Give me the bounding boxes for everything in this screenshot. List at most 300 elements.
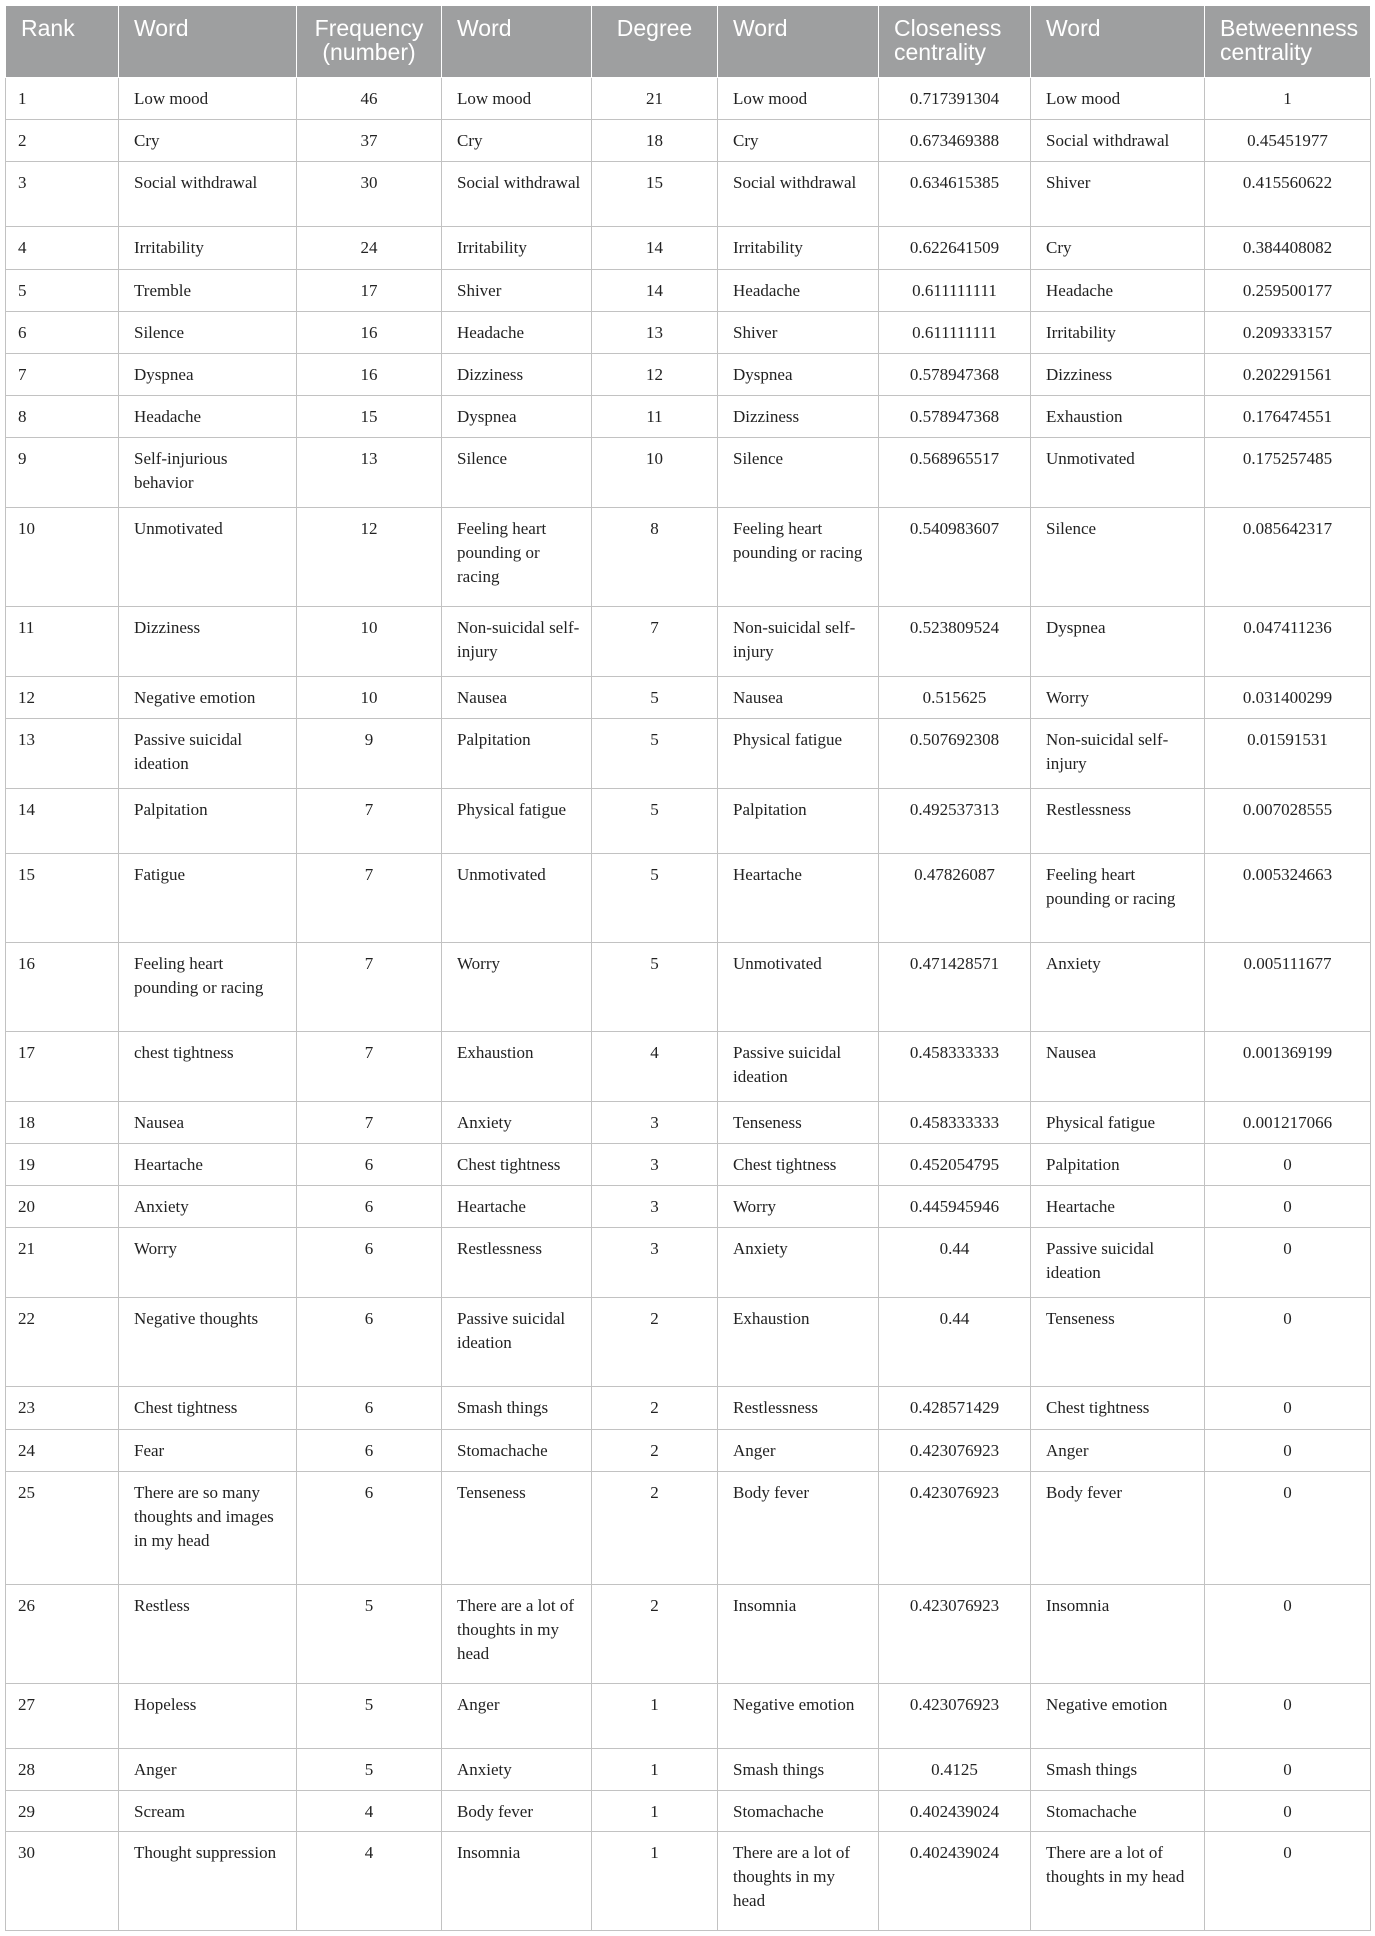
cell-frequency: 7 bbox=[297, 788, 442, 853]
cell-closeness: 0.492537313 bbox=[879, 788, 1031, 853]
cell-rank: 1 bbox=[6, 78, 119, 120]
cell-word-betweenness: Irritability bbox=[1031, 311, 1205, 353]
cell-betweenness: 0.007028555 bbox=[1205, 788, 1371, 853]
cell-betweenness: 0.085642317 bbox=[1205, 508, 1371, 607]
cell-word-closeness: Tenseness bbox=[718, 1101, 879, 1143]
centrality-table bbox=[5, 5, 1371, 1931]
cell-word-frequency: There are so many thoughts and images in my head bbox=[119, 1471, 297, 1584]
cell-rank: 10 bbox=[6, 508, 119, 607]
cell-word-degree: Unmotivated bbox=[442, 853, 592, 942]
cell-word-degree: Anger bbox=[442, 1683, 592, 1748]
cell-word-frequency: Negative thoughts bbox=[119, 1298, 297, 1387]
cell-word-degree: Stomachache bbox=[442, 1429, 592, 1471]
cell-closeness: 0.515625 bbox=[879, 676, 1031, 718]
table-row bbox=[6, 942, 1371, 1031]
cell-degree: 1 bbox=[592, 1831, 718, 1930]
cell-rank: 30 bbox=[6, 1831, 119, 1930]
cell-word-frequency: Fear bbox=[119, 1429, 297, 1471]
cell-word-degree: Low mood bbox=[442, 78, 592, 120]
header-word-degree: Word bbox=[442, 6, 592, 78]
cell-word-frequency: Anxiety bbox=[119, 1186, 297, 1228]
cell-word-betweenness: Physical fatigue bbox=[1031, 1101, 1205, 1143]
cell-frequency: 6 bbox=[297, 1186, 442, 1228]
cell-word-degree: Feeling heart pounding or racing bbox=[442, 508, 592, 607]
cell-word-frequency: Passive suicidal ideation bbox=[119, 718, 297, 788]
cell-degree: 7 bbox=[592, 606, 718, 676]
cell-closeness: 0.445945946 bbox=[879, 1186, 1031, 1228]
cell-betweenness: 0.005111677 bbox=[1205, 942, 1371, 1031]
table-body bbox=[6, 78, 1371, 1931]
cell-word-frequency: Negative emotion bbox=[119, 676, 297, 718]
cell-frequency: 5 bbox=[297, 1748, 442, 1790]
cell-closeness: 0.402439024 bbox=[879, 1831, 1031, 1930]
cell-frequency: 6 bbox=[297, 1298, 442, 1387]
cell-rank: 13 bbox=[6, 718, 119, 788]
table-row bbox=[6, 120, 1371, 162]
cell-word-betweenness: Negative emotion bbox=[1031, 1683, 1205, 1748]
cell-word-betweenness: Silence bbox=[1031, 508, 1205, 607]
cell-word-frequency: Cry bbox=[119, 120, 297, 162]
header-betweenness: Betweenness centrality bbox=[1205, 6, 1371, 78]
cell-betweenness: 1 bbox=[1205, 78, 1371, 120]
cell-closeness: 0.47826087 bbox=[879, 853, 1031, 942]
cell-word-closeness: Worry bbox=[718, 1186, 879, 1228]
cell-word-degree: Headache bbox=[442, 311, 592, 353]
cell-rank: 6 bbox=[6, 311, 119, 353]
cell-word-frequency: Headache bbox=[119, 395, 297, 437]
cell-rank: 20 bbox=[6, 1186, 119, 1228]
cell-word-betweenness: Insomnia bbox=[1031, 1584, 1205, 1683]
cell-frequency: 24 bbox=[297, 227, 442, 269]
cell-word-betweenness: Body fever bbox=[1031, 1471, 1205, 1584]
cell-closeness: 0.568965517 bbox=[879, 438, 1031, 508]
cell-frequency: 16 bbox=[297, 311, 442, 353]
cell-word-frequency: Feeling heart pounding or racing bbox=[119, 942, 297, 1031]
cell-betweenness: 0 bbox=[1205, 1186, 1371, 1228]
cell-betweenness: 0 bbox=[1205, 1584, 1371, 1683]
cell-betweenness: 0 bbox=[1205, 1228, 1371, 1298]
cell-degree: 4 bbox=[592, 1032, 718, 1102]
cell-word-frequency: chest tightness bbox=[119, 1032, 297, 1102]
cell-word-frequency: Self-injurious behavior bbox=[119, 438, 297, 508]
cell-rank: 2 bbox=[6, 120, 119, 162]
cell-rank: 23 bbox=[6, 1387, 119, 1429]
cell-word-frequency: Heartache bbox=[119, 1144, 297, 1186]
cell-word-betweenness: Low mood bbox=[1031, 78, 1205, 120]
cell-betweenness: 0.01591531 bbox=[1205, 718, 1371, 788]
cell-word-closeness: There are a lot of thoughts in my head bbox=[718, 1831, 879, 1930]
cell-word-closeness: Body fever bbox=[718, 1471, 879, 1584]
cell-word-closeness: Palpitation bbox=[718, 788, 879, 853]
cell-closeness: 0.4125 bbox=[879, 1748, 1031, 1790]
cell-word-betweenness: Nausea bbox=[1031, 1032, 1205, 1102]
cell-word-degree: Palpitation bbox=[442, 718, 592, 788]
table-row bbox=[6, 227, 1371, 269]
cell-closeness: 0.540983607 bbox=[879, 508, 1031, 607]
cell-word-frequency: Chest tightness bbox=[119, 1387, 297, 1429]
cell-word-degree: Insomnia bbox=[442, 1831, 592, 1930]
cell-frequency: 13 bbox=[297, 438, 442, 508]
cell-betweenness: 0 bbox=[1205, 1429, 1371, 1471]
cell-word-betweenness: Tenseness bbox=[1031, 1298, 1205, 1387]
header-word-betweenness: Word bbox=[1031, 6, 1205, 78]
cell-frequency: 5 bbox=[297, 1584, 442, 1683]
cell-frequency: 7 bbox=[297, 942, 442, 1031]
cell-word-closeness: Dyspnea bbox=[718, 353, 879, 395]
cell-word-frequency: Worry bbox=[119, 1228, 297, 1298]
cell-word-closeness: Negative emotion bbox=[718, 1683, 879, 1748]
cell-word-closeness: Social withdrawal bbox=[718, 162, 879, 227]
cell-word-betweenness: Feeling heart pounding or racing bbox=[1031, 853, 1205, 942]
cell-degree: 5 bbox=[592, 788, 718, 853]
cell-degree: 5 bbox=[592, 853, 718, 942]
cell-word-betweenness: Smash things bbox=[1031, 1748, 1205, 1790]
cell-word-degree: Smash things bbox=[442, 1387, 592, 1429]
table-row bbox=[6, 162, 1371, 227]
header-closeness: Closeness centrality bbox=[879, 6, 1031, 78]
cell-word-closeness: Smash things bbox=[718, 1748, 879, 1790]
cell-degree: 12 bbox=[592, 353, 718, 395]
header-word-closeness: Word bbox=[718, 6, 879, 78]
cell-word-degree: Passive suicidal ideation bbox=[442, 1298, 592, 1387]
cell-word-closeness: Cry bbox=[718, 120, 879, 162]
cell-word-betweenness: Unmotivated bbox=[1031, 438, 1205, 508]
cell-word-frequency: Dyspnea bbox=[119, 353, 297, 395]
cell-betweenness: 0.047411236 bbox=[1205, 606, 1371, 676]
cell-word-betweenness: Exhaustion bbox=[1031, 395, 1205, 437]
cell-closeness: 0.423076923 bbox=[879, 1683, 1031, 1748]
cell-rank: 16 bbox=[6, 942, 119, 1031]
cell-degree: 3 bbox=[592, 1186, 718, 1228]
cell-word-closeness: Headache bbox=[718, 269, 879, 311]
cell-betweenness: 0.415560622 bbox=[1205, 162, 1371, 227]
cell-rank: 22 bbox=[6, 1298, 119, 1387]
cell-betweenness: 0.209333157 bbox=[1205, 311, 1371, 353]
cell-rank: 12 bbox=[6, 676, 119, 718]
cell-word-degree: Shiver bbox=[442, 269, 592, 311]
cell-word-closeness: Anxiety bbox=[718, 1228, 879, 1298]
table-row bbox=[6, 1186, 1371, 1228]
cell-closeness: 0.423076923 bbox=[879, 1584, 1031, 1683]
cell-word-degree: Chest tightness bbox=[442, 1144, 592, 1186]
cell-word-frequency: Scream bbox=[119, 1790, 297, 1831]
cell-rank: 7 bbox=[6, 353, 119, 395]
cell-word-degree: Dyspnea bbox=[442, 395, 592, 437]
cell-word-frequency: Dizziness bbox=[119, 606, 297, 676]
cell-frequency: 7 bbox=[297, 853, 442, 942]
cell-degree: 14 bbox=[592, 269, 718, 311]
cell-betweenness: 0 bbox=[1205, 1683, 1371, 1748]
cell-word-degree: Exhaustion bbox=[442, 1032, 592, 1102]
cell-frequency: 5 bbox=[297, 1683, 442, 1748]
cell-word-betweenness: Restlessness bbox=[1031, 788, 1205, 853]
table-row bbox=[6, 1748, 1371, 1790]
cell-word-degree: There are a lot of thoughts in my head bbox=[442, 1584, 592, 1683]
table-row bbox=[6, 1298, 1371, 1387]
cell-word-closeness: Exhaustion bbox=[718, 1298, 879, 1387]
cell-closeness: 0.428571429 bbox=[879, 1387, 1031, 1429]
table-header bbox=[6, 6, 1371, 78]
cell-closeness: 0.578947368 bbox=[879, 353, 1031, 395]
cell-word-closeness: Shiver bbox=[718, 311, 879, 353]
cell-closeness: 0.458333333 bbox=[879, 1032, 1031, 1102]
cell-rank: 29 bbox=[6, 1790, 119, 1831]
cell-word-closeness: Feeling heart pounding or racing bbox=[718, 508, 879, 607]
cell-frequency: 6 bbox=[297, 1228, 442, 1298]
cell-degree: 5 bbox=[592, 676, 718, 718]
cell-closeness: 0.423076923 bbox=[879, 1429, 1031, 1471]
cell-word-degree: Social withdrawal bbox=[442, 162, 592, 227]
table-row bbox=[6, 1429, 1371, 1471]
cell-rank: 18 bbox=[6, 1101, 119, 1143]
cell-closeness: 0.717391304 bbox=[879, 78, 1031, 120]
cell-rank: 11 bbox=[6, 606, 119, 676]
cell-word-degree: Tenseness bbox=[442, 1471, 592, 1584]
table-row bbox=[6, 718, 1371, 788]
cell-betweenness: 0 bbox=[1205, 1831, 1371, 1930]
header-rank: Rank bbox=[6, 6, 119, 78]
cell-frequency: 15 bbox=[297, 395, 442, 437]
cell-betweenness: 0.031400299 bbox=[1205, 676, 1371, 718]
cell-degree: 14 bbox=[592, 227, 718, 269]
cell-closeness: 0.673469388 bbox=[879, 120, 1031, 162]
cell-rank: 26 bbox=[6, 1584, 119, 1683]
cell-frequency: 30 bbox=[297, 162, 442, 227]
cell-frequency: 37 bbox=[297, 120, 442, 162]
cell-word-degree: Irritability bbox=[442, 227, 592, 269]
cell-degree: 3 bbox=[592, 1144, 718, 1186]
cell-closeness: 0.523809524 bbox=[879, 606, 1031, 676]
cell-rank: 25 bbox=[6, 1471, 119, 1584]
cell-word-degree: Anxiety bbox=[442, 1748, 592, 1790]
cell-word-closeness: Dizziness bbox=[718, 395, 879, 437]
cell-frequency: 6 bbox=[297, 1387, 442, 1429]
cell-betweenness: 0 bbox=[1205, 1144, 1371, 1186]
table-row bbox=[6, 1101, 1371, 1143]
cell-word-betweenness: Social withdrawal bbox=[1031, 120, 1205, 162]
cell-degree: 1 bbox=[592, 1683, 718, 1748]
cell-word-betweenness: Headache bbox=[1031, 269, 1205, 311]
cell-word-frequency: Unmotivated bbox=[119, 508, 297, 607]
cell-betweenness: 0.001369199 bbox=[1205, 1032, 1371, 1102]
cell-betweenness: 0.176474551 bbox=[1205, 395, 1371, 437]
table-row bbox=[6, 606, 1371, 676]
cell-closeness: 0.44 bbox=[879, 1228, 1031, 1298]
cell-word-frequency: Tremble bbox=[119, 269, 297, 311]
cell-frequency: 4 bbox=[297, 1831, 442, 1930]
table-row bbox=[6, 269, 1371, 311]
table-row bbox=[6, 853, 1371, 942]
cell-closeness: 0.423076923 bbox=[879, 1471, 1031, 1584]
header-frequency: Frequency (number) bbox=[297, 6, 442, 78]
cell-word-betweenness: Shiver bbox=[1031, 162, 1205, 227]
cell-degree: 2 bbox=[592, 1471, 718, 1584]
cell-degree: 3 bbox=[592, 1101, 718, 1143]
cell-frequency: 46 bbox=[297, 78, 442, 120]
cell-frequency: 6 bbox=[297, 1144, 442, 1186]
cell-closeness: 0.452054795 bbox=[879, 1144, 1031, 1186]
cell-degree: 5 bbox=[592, 718, 718, 788]
cell-word-frequency: Nausea bbox=[119, 1101, 297, 1143]
cell-word-degree: Dizziness bbox=[442, 353, 592, 395]
table-row bbox=[6, 1831, 1371, 1930]
header-row bbox=[6, 6, 1371, 78]
cell-degree: 1 bbox=[592, 1748, 718, 1790]
cell-frequency: 10 bbox=[297, 606, 442, 676]
cell-degree: 2 bbox=[592, 1429, 718, 1471]
cell-word-betweenness: Heartache bbox=[1031, 1186, 1205, 1228]
cell-word-betweenness: Worry bbox=[1031, 676, 1205, 718]
cell-degree: 15 bbox=[592, 162, 718, 227]
cell-word-degree: Worry bbox=[442, 942, 592, 1031]
table-row bbox=[6, 1790, 1371, 1831]
table-row bbox=[6, 1471, 1371, 1584]
cell-closeness: 0.611111111 bbox=[879, 269, 1031, 311]
cell-word-frequency: Anger bbox=[119, 1748, 297, 1790]
cell-word-degree: Non-suicidal self-injury bbox=[442, 606, 592, 676]
cell-word-frequency: Irritability bbox=[119, 227, 297, 269]
header-degree: Degree bbox=[592, 6, 718, 78]
table-row bbox=[6, 1387, 1371, 1429]
cell-word-closeness: Insomnia bbox=[718, 1584, 879, 1683]
cell-frequency: 6 bbox=[297, 1471, 442, 1584]
cell-word-degree: Anxiety bbox=[442, 1101, 592, 1143]
cell-frequency: 7 bbox=[297, 1032, 442, 1102]
cell-degree: 21 bbox=[592, 78, 718, 120]
cell-rank: 15 bbox=[6, 853, 119, 942]
cell-rank: 9 bbox=[6, 438, 119, 508]
cell-word-frequency: Silence bbox=[119, 311, 297, 353]
cell-closeness: 0.622641509 bbox=[879, 227, 1031, 269]
cell-word-closeness: Heartache bbox=[718, 853, 879, 942]
cell-rank: 14 bbox=[6, 788, 119, 853]
cell-word-degree: Nausea bbox=[442, 676, 592, 718]
cell-betweenness: 0.001217066 bbox=[1205, 1101, 1371, 1143]
cell-frequency: 4 bbox=[297, 1790, 442, 1831]
cell-word-betweenness: Anger bbox=[1031, 1429, 1205, 1471]
table-row bbox=[6, 676, 1371, 718]
cell-rank: 4 bbox=[6, 227, 119, 269]
cell-word-frequency: Hopeless bbox=[119, 1683, 297, 1748]
cell-closeness: 0.44 bbox=[879, 1298, 1031, 1387]
cell-betweenness: 0.175257485 bbox=[1205, 438, 1371, 508]
table-row bbox=[6, 395, 1371, 437]
cell-betweenness: 0 bbox=[1205, 1748, 1371, 1790]
cell-word-betweenness: Stomachache bbox=[1031, 1790, 1205, 1831]
cell-word-betweenness: Dyspnea bbox=[1031, 606, 1205, 676]
cell-frequency: 12 bbox=[297, 508, 442, 607]
cell-degree: 3 bbox=[592, 1228, 718, 1298]
cell-betweenness: 0 bbox=[1205, 1790, 1371, 1831]
cell-betweenness: 0.384408082 bbox=[1205, 227, 1371, 269]
cell-frequency: 6 bbox=[297, 1429, 442, 1471]
cell-word-closeness: Passive suicidal ideation bbox=[718, 1032, 879, 1102]
cell-word-frequency: Low mood bbox=[119, 78, 297, 120]
cell-rank: 21 bbox=[6, 1228, 119, 1298]
cell-rank: 28 bbox=[6, 1748, 119, 1790]
cell-word-betweenness: Cry bbox=[1031, 227, 1205, 269]
cell-word-betweenness: Non-suicidal self-injury bbox=[1031, 718, 1205, 788]
cell-rank: 17 bbox=[6, 1032, 119, 1102]
cell-betweenness: 0 bbox=[1205, 1387, 1371, 1429]
cell-rank: 19 bbox=[6, 1144, 119, 1186]
cell-closeness: 0.507692308 bbox=[879, 718, 1031, 788]
cell-closeness: 0.578947368 bbox=[879, 395, 1031, 437]
cell-rank: 8 bbox=[6, 395, 119, 437]
cell-word-closeness: Restlessness bbox=[718, 1387, 879, 1429]
cell-rank: 5 bbox=[6, 269, 119, 311]
cell-frequency: 7 bbox=[297, 1101, 442, 1143]
cell-word-degree: Silence bbox=[442, 438, 592, 508]
cell-degree: 2 bbox=[592, 1298, 718, 1387]
cell-degree: 5 bbox=[592, 942, 718, 1031]
cell-word-degree: Restlessness bbox=[442, 1228, 592, 1298]
cell-degree: 18 bbox=[592, 120, 718, 162]
cell-word-closeness: Physical fatigue bbox=[718, 718, 879, 788]
cell-word-degree: Body fever bbox=[442, 1790, 592, 1831]
cell-word-betweenness: Palpitation bbox=[1031, 1144, 1205, 1186]
table-row bbox=[6, 78, 1371, 120]
cell-word-closeness: Non-suicidal self-injury bbox=[718, 606, 879, 676]
cell-word-degree: Heartache bbox=[442, 1186, 592, 1228]
table-row bbox=[6, 1144, 1371, 1186]
cell-word-frequency: Fatigue bbox=[119, 853, 297, 942]
cell-closeness: 0.458333333 bbox=[879, 1101, 1031, 1143]
cell-word-betweenness: Chest tightness bbox=[1031, 1387, 1205, 1429]
cell-word-degree: Physical fatigue bbox=[442, 788, 592, 853]
table-row bbox=[6, 1032, 1371, 1102]
cell-word-closeness: Stomachache bbox=[718, 1790, 879, 1831]
cell-frequency: 16 bbox=[297, 353, 442, 395]
cell-word-betweenness: Passive suicidal ideation bbox=[1031, 1228, 1205, 1298]
table-row bbox=[6, 788, 1371, 853]
cell-word-frequency: Restless bbox=[119, 1584, 297, 1683]
cell-closeness: 0.634615385 bbox=[879, 162, 1031, 227]
cell-betweenness: 0 bbox=[1205, 1298, 1371, 1387]
header-word-frequency: Word bbox=[119, 6, 297, 78]
cell-frequency: 17 bbox=[297, 269, 442, 311]
cell-degree: 1 bbox=[592, 1790, 718, 1831]
cell-word-closeness: Silence bbox=[718, 438, 879, 508]
cell-betweenness: 0.45451977 bbox=[1205, 120, 1371, 162]
cell-betweenness: 0.202291561 bbox=[1205, 353, 1371, 395]
cell-rank: 27 bbox=[6, 1683, 119, 1748]
cell-betweenness: 0 bbox=[1205, 1471, 1371, 1584]
cell-word-closeness: Chest tightness bbox=[718, 1144, 879, 1186]
cell-word-closeness: Low mood bbox=[718, 78, 879, 120]
table-row bbox=[6, 1228, 1371, 1298]
cell-closeness: 0.471428571 bbox=[879, 942, 1031, 1031]
cell-closeness: 0.611111111 bbox=[879, 311, 1031, 353]
cell-word-degree: Cry bbox=[442, 120, 592, 162]
table-row bbox=[6, 353, 1371, 395]
cell-betweenness: 0.005324663 bbox=[1205, 853, 1371, 942]
cell-word-frequency: Thought suppression bbox=[119, 1831, 297, 1930]
cell-betweenness: 0.259500177 bbox=[1205, 269, 1371, 311]
table-row bbox=[6, 1683, 1371, 1748]
cell-rank: 24 bbox=[6, 1429, 119, 1471]
cell-word-closeness: Nausea bbox=[718, 676, 879, 718]
cell-degree: 10 bbox=[592, 438, 718, 508]
cell-word-frequency: Social withdrawal bbox=[119, 162, 297, 227]
cell-word-frequency: Palpitation bbox=[119, 788, 297, 853]
cell-word-betweenness: Anxiety bbox=[1031, 942, 1205, 1031]
cell-word-betweenness: There are a lot of thoughts in my head bbox=[1031, 1831, 1205, 1930]
cell-frequency: 9 bbox=[297, 718, 442, 788]
cell-degree: 2 bbox=[592, 1584, 718, 1683]
cell-degree: 13 bbox=[592, 311, 718, 353]
table-row bbox=[6, 1584, 1371, 1683]
